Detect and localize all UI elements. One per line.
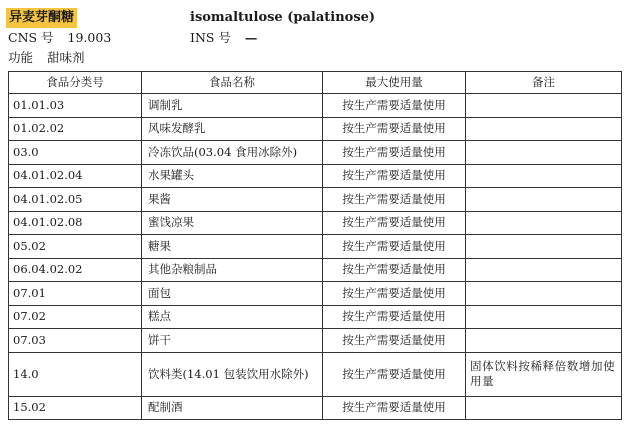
usage-table xyxy=(8,71,622,420)
cell-category-code: 04.01.02.04 xyxy=(9,164,142,188)
cell-max-usage: 按生产需要适量使用 xyxy=(323,211,466,235)
cell-category-code: 07.01 xyxy=(9,282,142,306)
cell-max-usage: 按生产需要适量使用 xyxy=(323,329,466,353)
cell-remarks xyxy=(466,164,622,188)
cell-category-code: 14.0 xyxy=(9,352,142,396)
cell-category-code: 01.02.02 xyxy=(9,117,142,141)
cell-food-name: 其他杂粮制品 xyxy=(142,258,323,282)
cell-remarks xyxy=(466,211,622,235)
cell-food-name: 配制酒 xyxy=(142,396,323,420)
cell-max-usage: 按生产需要适量使用 xyxy=(323,235,466,259)
cell-food-name: 冷冻饮品(03.04 食用冰除外) xyxy=(142,141,323,165)
additive-chinese-name: 异麦芽酮糖 xyxy=(6,8,77,28)
additive-english-name: isomaltulose (palatinose) xyxy=(190,10,376,25)
cell-remarks xyxy=(466,94,622,118)
cell-category-code: 04.01.02.08 xyxy=(9,211,142,235)
header-remarks: 备注 xyxy=(466,72,622,94)
cell-remarks xyxy=(466,117,622,141)
cell-remarks xyxy=(466,396,622,420)
ins-number xyxy=(190,29,257,47)
cell-remarks xyxy=(466,282,622,306)
table-row xyxy=(9,258,622,282)
table-row xyxy=(9,305,622,329)
cell-food-name: 糕点 xyxy=(142,305,323,329)
cell-max-usage: 按生产需要适量使用 xyxy=(323,305,466,329)
cell-food-name: 果酱 xyxy=(142,188,323,212)
table-row xyxy=(9,188,622,212)
table-row xyxy=(9,141,622,165)
table-row xyxy=(9,164,622,188)
cell-category-code: 07.03 xyxy=(9,329,142,353)
additive-header xyxy=(0,0,629,70)
ins-value: — xyxy=(244,30,258,45)
table-body xyxy=(9,94,622,420)
cell-category-code: 05.02 xyxy=(9,235,142,259)
table-header-row xyxy=(9,72,622,94)
cell-food-name: 调制乳 xyxy=(142,94,323,118)
table-row xyxy=(9,282,622,306)
cell-food-name: 饮料类(14.01 包装饮用水除外) xyxy=(142,352,323,396)
cell-food-name: 饼干 xyxy=(142,329,323,353)
cns-value: 19.003 xyxy=(67,30,112,45)
cns-number xyxy=(8,29,111,47)
table-row xyxy=(9,396,622,420)
cell-category-code: 06.04.02.02 xyxy=(9,258,142,282)
cell-max-usage: 按生产需要适量使用 xyxy=(323,396,466,420)
cns-label: CNS 号 xyxy=(8,30,54,45)
cell-max-usage: 按生产需要适量使用 xyxy=(323,352,466,396)
table-row xyxy=(9,94,622,118)
cell-max-usage: 按生产需要适量使用 xyxy=(323,188,466,212)
function-value: 甜味剂 xyxy=(47,50,85,65)
function-label: 功能 xyxy=(8,50,34,65)
cell-remarks xyxy=(466,235,622,259)
cell-max-usage: 按生产需要适量使用 xyxy=(323,164,466,188)
function xyxy=(8,49,85,67)
cell-max-usage: 按生产需要适量使用 xyxy=(323,258,466,282)
ins-label: INS 号 xyxy=(190,30,231,45)
cell-remarks: 固体饮料按稀释倍数增加使用量 xyxy=(466,352,622,396)
header-food-name: 食品名称 xyxy=(142,72,323,94)
cell-category-code: 01.01.03 xyxy=(9,94,142,118)
cell-food-name: 糖果 xyxy=(142,235,323,259)
cell-remarks xyxy=(466,305,622,329)
header-max-usage: 最大使用量 xyxy=(323,72,466,94)
table-row xyxy=(9,329,622,353)
cell-category-code: 07.02 xyxy=(9,305,142,329)
cell-max-usage: 按生产需要适量使用 xyxy=(323,282,466,306)
cell-remarks xyxy=(466,258,622,282)
cell-category-code: 04.01.02.05 xyxy=(9,188,142,212)
header-category-code: 食品分类号 xyxy=(9,72,142,94)
table-row xyxy=(9,117,622,141)
cell-food-name: 风味发酵乳 xyxy=(142,117,323,141)
cell-remarks xyxy=(466,188,622,212)
cell-category-code: 03.0 xyxy=(9,141,142,165)
cell-remarks xyxy=(466,329,622,353)
cell-max-usage: 按生产需要适量使用 xyxy=(323,94,466,118)
table-row xyxy=(9,352,622,396)
table-row xyxy=(9,211,622,235)
cell-food-name: 面包 xyxy=(142,282,323,306)
cell-max-usage: 按生产需要适量使用 xyxy=(323,117,466,141)
cell-remarks xyxy=(466,141,622,165)
cell-max-usage: 按生产需要适量使用 xyxy=(323,141,466,165)
cell-food-name: 蜜饯凉果 xyxy=(142,211,323,235)
cell-food-name: 水果罐头 xyxy=(142,164,323,188)
table-row xyxy=(9,235,622,259)
cell-category-code: 15.02 xyxy=(9,396,142,420)
